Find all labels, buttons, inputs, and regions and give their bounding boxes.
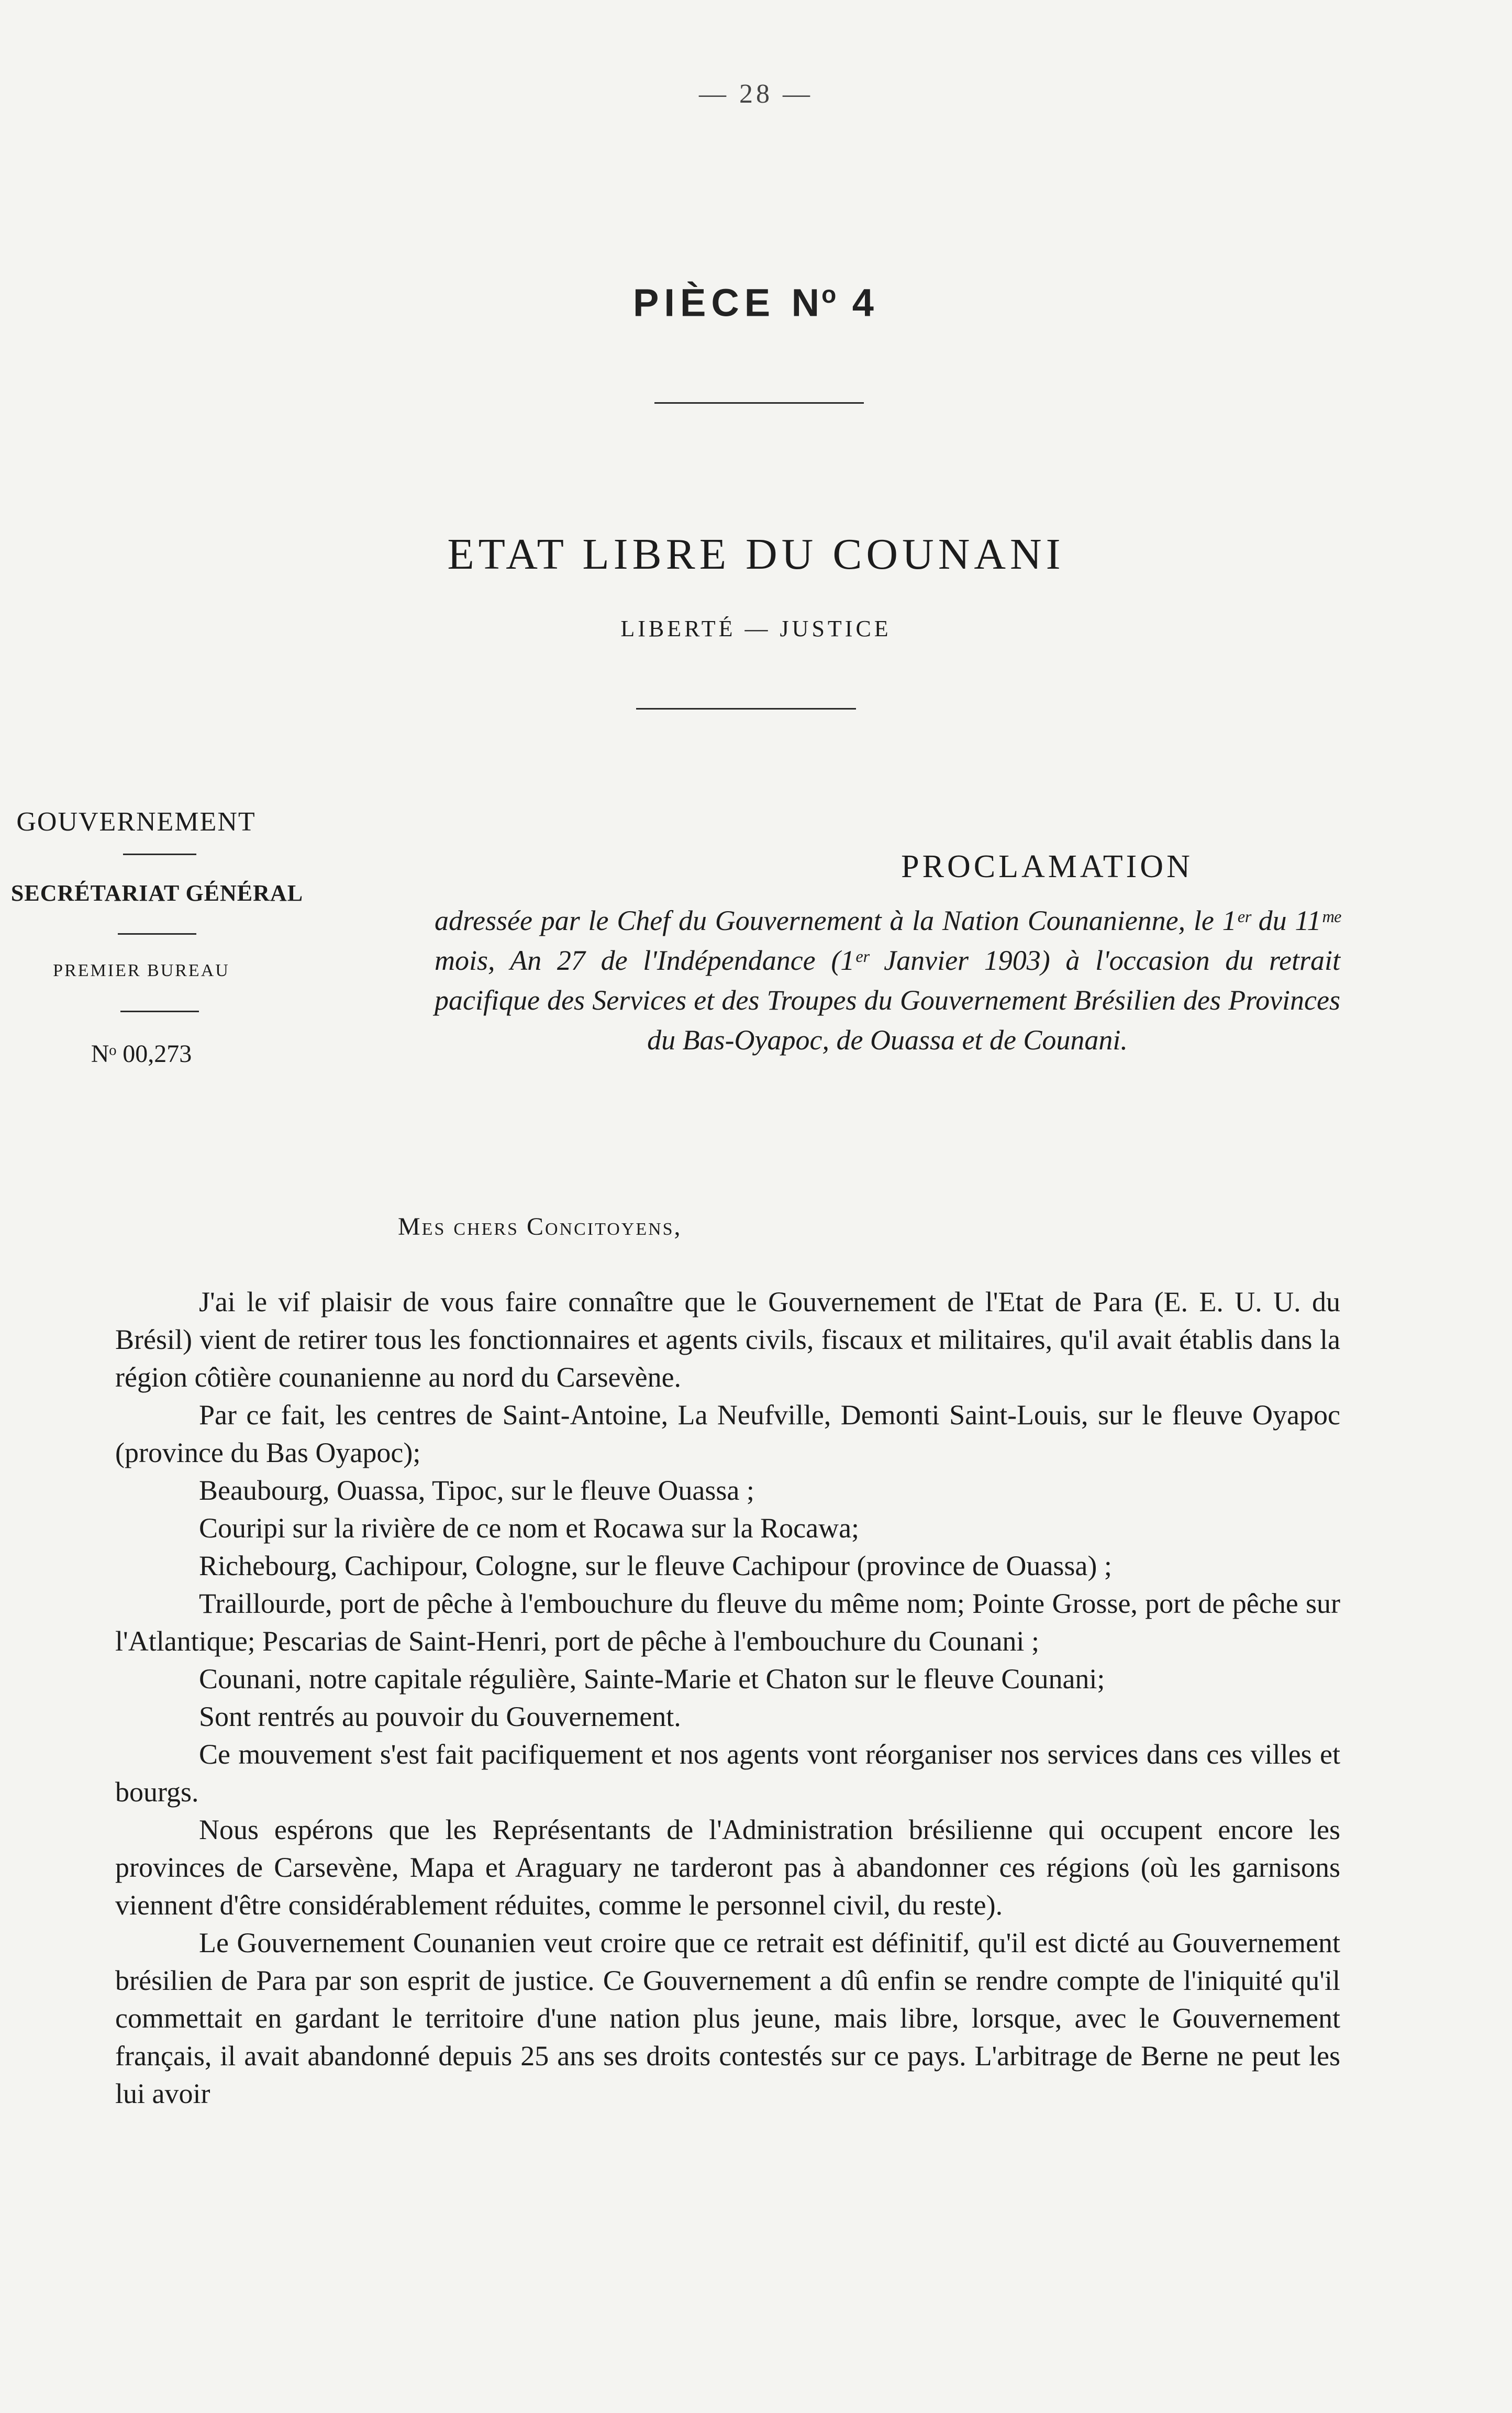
paragraph: Traillourde, port de pêche à l'embouchure du fleuve du même nom; Pointe Grosse, port de pêche sur l'Atlantique; Pescarias de Saint-Henri, port de pêche à l'embouchure du Counani ; — [115, 1588, 1340, 1657]
page-number: — 28 — — [699, 79, 813, 109]
paragraph: Ce mouvement s'est fait pacifiquement et nos agents vont réorganiser nos services dans ces villes et bourgs. — [115, 1739, 1340, 1808]
piece-sup: o — [821, 281, 837, 308]
paragraph: Richebourg, Cachipour, Cologne, sur le fleuve Cachipour (province de Ouassa) ; — [199, 1550, 1112, 1581]
divider-motto — [636, 708, 856, 710]
paragraph: Par ce fait, les centres de Saint-Antoine, La Neufville, Demonti Saint-Louis, sur le fleuve Oyapoc (province du Bas Oyapoc); — [115, 1399, 1340, 1468]
paragraph: Sont rentrés au pouvoir du Gouvernement. — [199, 1701, 681, 1732]
proclamation-title: PROCLAMATION — [901, 849, 1193, 884]
state-title: ETAT LIBRE DU COUNANI — [447, 530, 1065, 579]
paragraph: Counani, notre capitale régulière, Sainte-Marie et Chaton sur le fleuve Counani; — [199, 1663, 1105, 1695]
sidebar-bureau: PREMIER BUREAU — [53, 961, 230, 980]
proclamation-subtitle: adressée par le Chef du Gouvernement à la Nation Counanienne, le 1ᵉʳ du 11ᵐᵉ mois, An 27 de l'Indépendance (1ᵉʳ Janvier 1903) à l'occasion du retrait pacifique des Services et des Troupes du Gouvernement Brésilien des Provinces du Bas-Oyapoc, de Ouassa et de Counani. — [435, 905, 1340, 1056]
sidebar-number: Nᵒ 00,273 — [91, 1040, 192, 1068]
sidebar-divider-2 — [118, 933, 196, 935]
paragraph: Beaubourg, Ouassa, Tipoc, sur le fleuve Ouassa ; — [199, 1475, 754, 1506]
piece-number: 4 — [852, 281, 879, 325]
paragraph: J'ai le vif plaisir de vous faire connaître que le Gouvernement de l'Etat de Para (E. E. U. U. du Brésil) vient de retirer tous les fonctionnaires et agents civils, fiscaux et militaires, qu'il avait établis dans la région côtière counanienne au nord du Carsevène. — [115, 1286, 1340, 1393]
paragraph: Couripi sur la rivière de ce nom et Rocawa sur la Rocawa; — [199, 1512, 860, 1544]
body-text — [115, 1283, 1340, 2112]
salutation: Mes chers Concitoyens, — [398, 1213, 682, 1241]
motto: LIBERTÉ — JUSTICE — [620, 616, 892, 641]
sidebar-secretariat: SECRÉTARIAT GÉNÉRAL — [10, 880, 304, 906]
piece-label: PIÈCE N — [633, 281, 825, 325]
divider-top — [654, 402, 864, 404]
sidebar-divider-3 — [120, 1011, 199, 1012]
sidebar-divider-1 — [123, 854, 196, 855]
sidebar-government: GOUVERNEMENT — [16, 807, 256, 837]
piece-title — [0, 280, 1512, 325]
paragraph: Le Gouvernement Counanien veut croire que ce retrait est définitif, qu'il est dicté au Gouvernement brésilien de Para par son esprit de justice. Ce Gouvernement a dû enfin se rendre compte de l'iniquité qu'il commettait en gardant le territoire d'une nation plus jeune, mais libre, lorsque, avec le Gouvernement français, il avait abandonné depuis 25 ans ses droits contestés sur ce pays. L'arbitrage de Berne ne peut les lui avoir — [115, 1927, 1340, 2109]
paragraph: Nous espérons que les Représentants de l'Administration brésilienne qui occupent encore les provinces de Carsevène, Mapa et Araguary ne tarderont pas à abandonner ces régions (où les garnisons viennent d'être considérablement réduites, comme le personnel civil, du reste). — [115, 1814, 1340, 1921]
